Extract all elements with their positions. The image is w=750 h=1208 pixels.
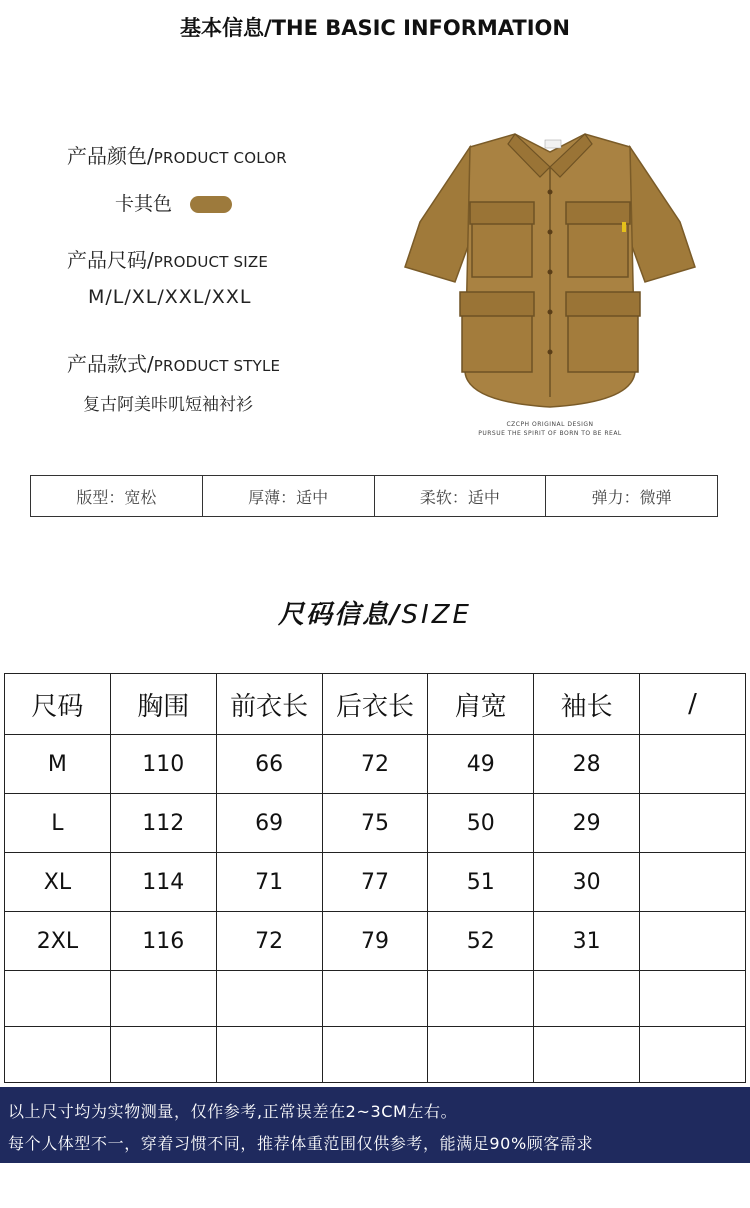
table-cell: [5, 1027, 111, 1083]
style-label-en: PRODUCT STYLE: [153, 357, 281, 375]
size-table: [4, 673, 746, 1083]
table-cell: [428, 1027, 534, 1083]
table-cell: 51: [428, 853, 534, 912]
header-cell: 胸围: [110, 674, 216, 735]
color-value: [115, 189, 232, 216]
table-cell: 52: [428, 912, 534, 971]
size-table-header: [5, 674, 746, 735]
table-cell: [322, 1027, 428, 1083]
table-cell: [5, 971, 111, 1027]
table-cell: [110, 971, 216, 1027]
table-cell: [216, 1027, 322, 1083]
attr-softness: 柔软：适中: [375, 476, 547, 516]
shirt-illustration: [400, 122, 700, 422]
color-label: [67, 140, 287, 169]
table-cell: 69: [216, 794, 322, 853]
table-cell: 31: [534, 912, 640, 971]
table-cell: L: [5, 794, 111, 853]
size-title-en: SIZE: [401, 600, 472, 630]
style-value: 复古阿美咔叽短袖衬衫: [83, 395, 253, 415]
footer-notice: [0, 1087, 750, 1163]
table-row: [5, 794, 746, 853]
attr-elasticity: 弹力：微弹: [591, 487, 672, 507]
table-cell: 77: [322, 853, 428, 912]
table-cell: 71: [216, 853, 322, 912]
style-label-cn: 产品款式/: [67, 352, 154, 376]
table-cell: 79: [322, 912, 428, 971]
size-label-cn: 产品尺码/: [67, 248, 154, 272]
table-row: [5, 971, 746, 1027]
size-section-title: [0, 594, 750, 631]
color-value-text: 卡其色: [115, 193, 173, 215]
table-cell: 29: [534, 794, 640, 853]
table-cell: [640, 794, 746, 853]
table-cell: 30: [534, 853, 640, 912]
table-cell: 110: [110, 735, 216, 794]
size-title-cn: 尺码信息/: [278, 600, 402, 630]
header-cell: /: [640, 674, 746, 735]
style-label: [67, 348, 280, 377]
table-cell: 75: [322, 794, 428, 853]
header-cell: 前衣长: [216, 674, 322, 735]
header-cell: 尺码: [5, 674, 111, 735]
table-cell: 112: [110, 794, 216, 853]
table-cell: [640, 853, 746, 912]
page-title: 基本信息/THE BASIC INFORMATION: [180, 16, 570, 40]
table-cell: 50: [428, 794, 534, 853]
table-row: [5, 735, 746, 794]
color-label-cn: 产品颜色/: [67, 144, 154, 168]
table-cell: [640, 971, 746, 1027]
attr-thickness: 厚薄：适中: [203, 476, 375, 516]
table-cell: 49: [428, 735, 534, 794]
table-row: [5, 853, 746, 912]
footer-line-1: 以上尺寸均为实物测量，仅作参考,正常误差在2~3CM左右。: [8, 1102, 458, 1121]
size-value: M/L/XL/XXL/XXL: [88, 286, 252, 308]
footer-line-2: 每个人体型不一，穿着习惯不同，推荐体重范围仅供参考，能满足90%顾客需求: [8, 1134, 594, 1153]
product-image: [400, 122, 700, 452]
color-label-en: PRODUCT COLOR: [153, 149, 287, 167]
table-cell: 2XL: [5, 912, 111, 971]
attr-fit: 版型：宽松: [31, 476, 203, 516]
table-cell: [216, 971, 322, 1027]
table-cell: 28: [534, 735, 640, 794]
table-cell: 66: [216, 735, 322, 794]
image-caption-line2: PURSUE THE SPIRIT OF BORN TO BE REAL: [478, 430, 622, 437]
header-cell: 肩宽: [428, 674, 534, 735]
color-swatch: [190, 196, 232, 213]
table-cell: [428, 971, 534, 1027]
attribute-table: [30, 475, 718, 517]
table-row: [5, 912, 746, 971]
table-cell: [640, 1027, 746, 1083]
table-cell: [640, 912, 746, 971]
table-row: [5, 1027, 746, 1083]
header-cell: 袖长: [534, 674, 640, 735]
table-cell: XL: [5, 853, 111, 912]
table-cell: [322, 971, 428, 1027]
header-cell: 后衣长: [322, 674, 428, 735]
table-cell: 72: [216, 912, 322, 971]
table-cell: [110, 1027, 216, 1083]
table-cell: [534, 971, 640, 1027]
table-cell: M: [5, 735, 111, 794]
table-cell: 116: [110, 912, 216, 971]
table-cell: [640, 735, 746, 794]
table-cell: 114: [110, 853, 216, 912]
image-caption-line1: CZCPH ORIGINAL DESIGN: [506, 421, 594, 428]
size-label-en: PRODUCT SIZE: [153, 253, 269, 271]
size-label: [67, 244, 268, 273]
table-cell: 72: [322, 735, 428, 794]
table-cell: [534, 1027, 640, 1083]
